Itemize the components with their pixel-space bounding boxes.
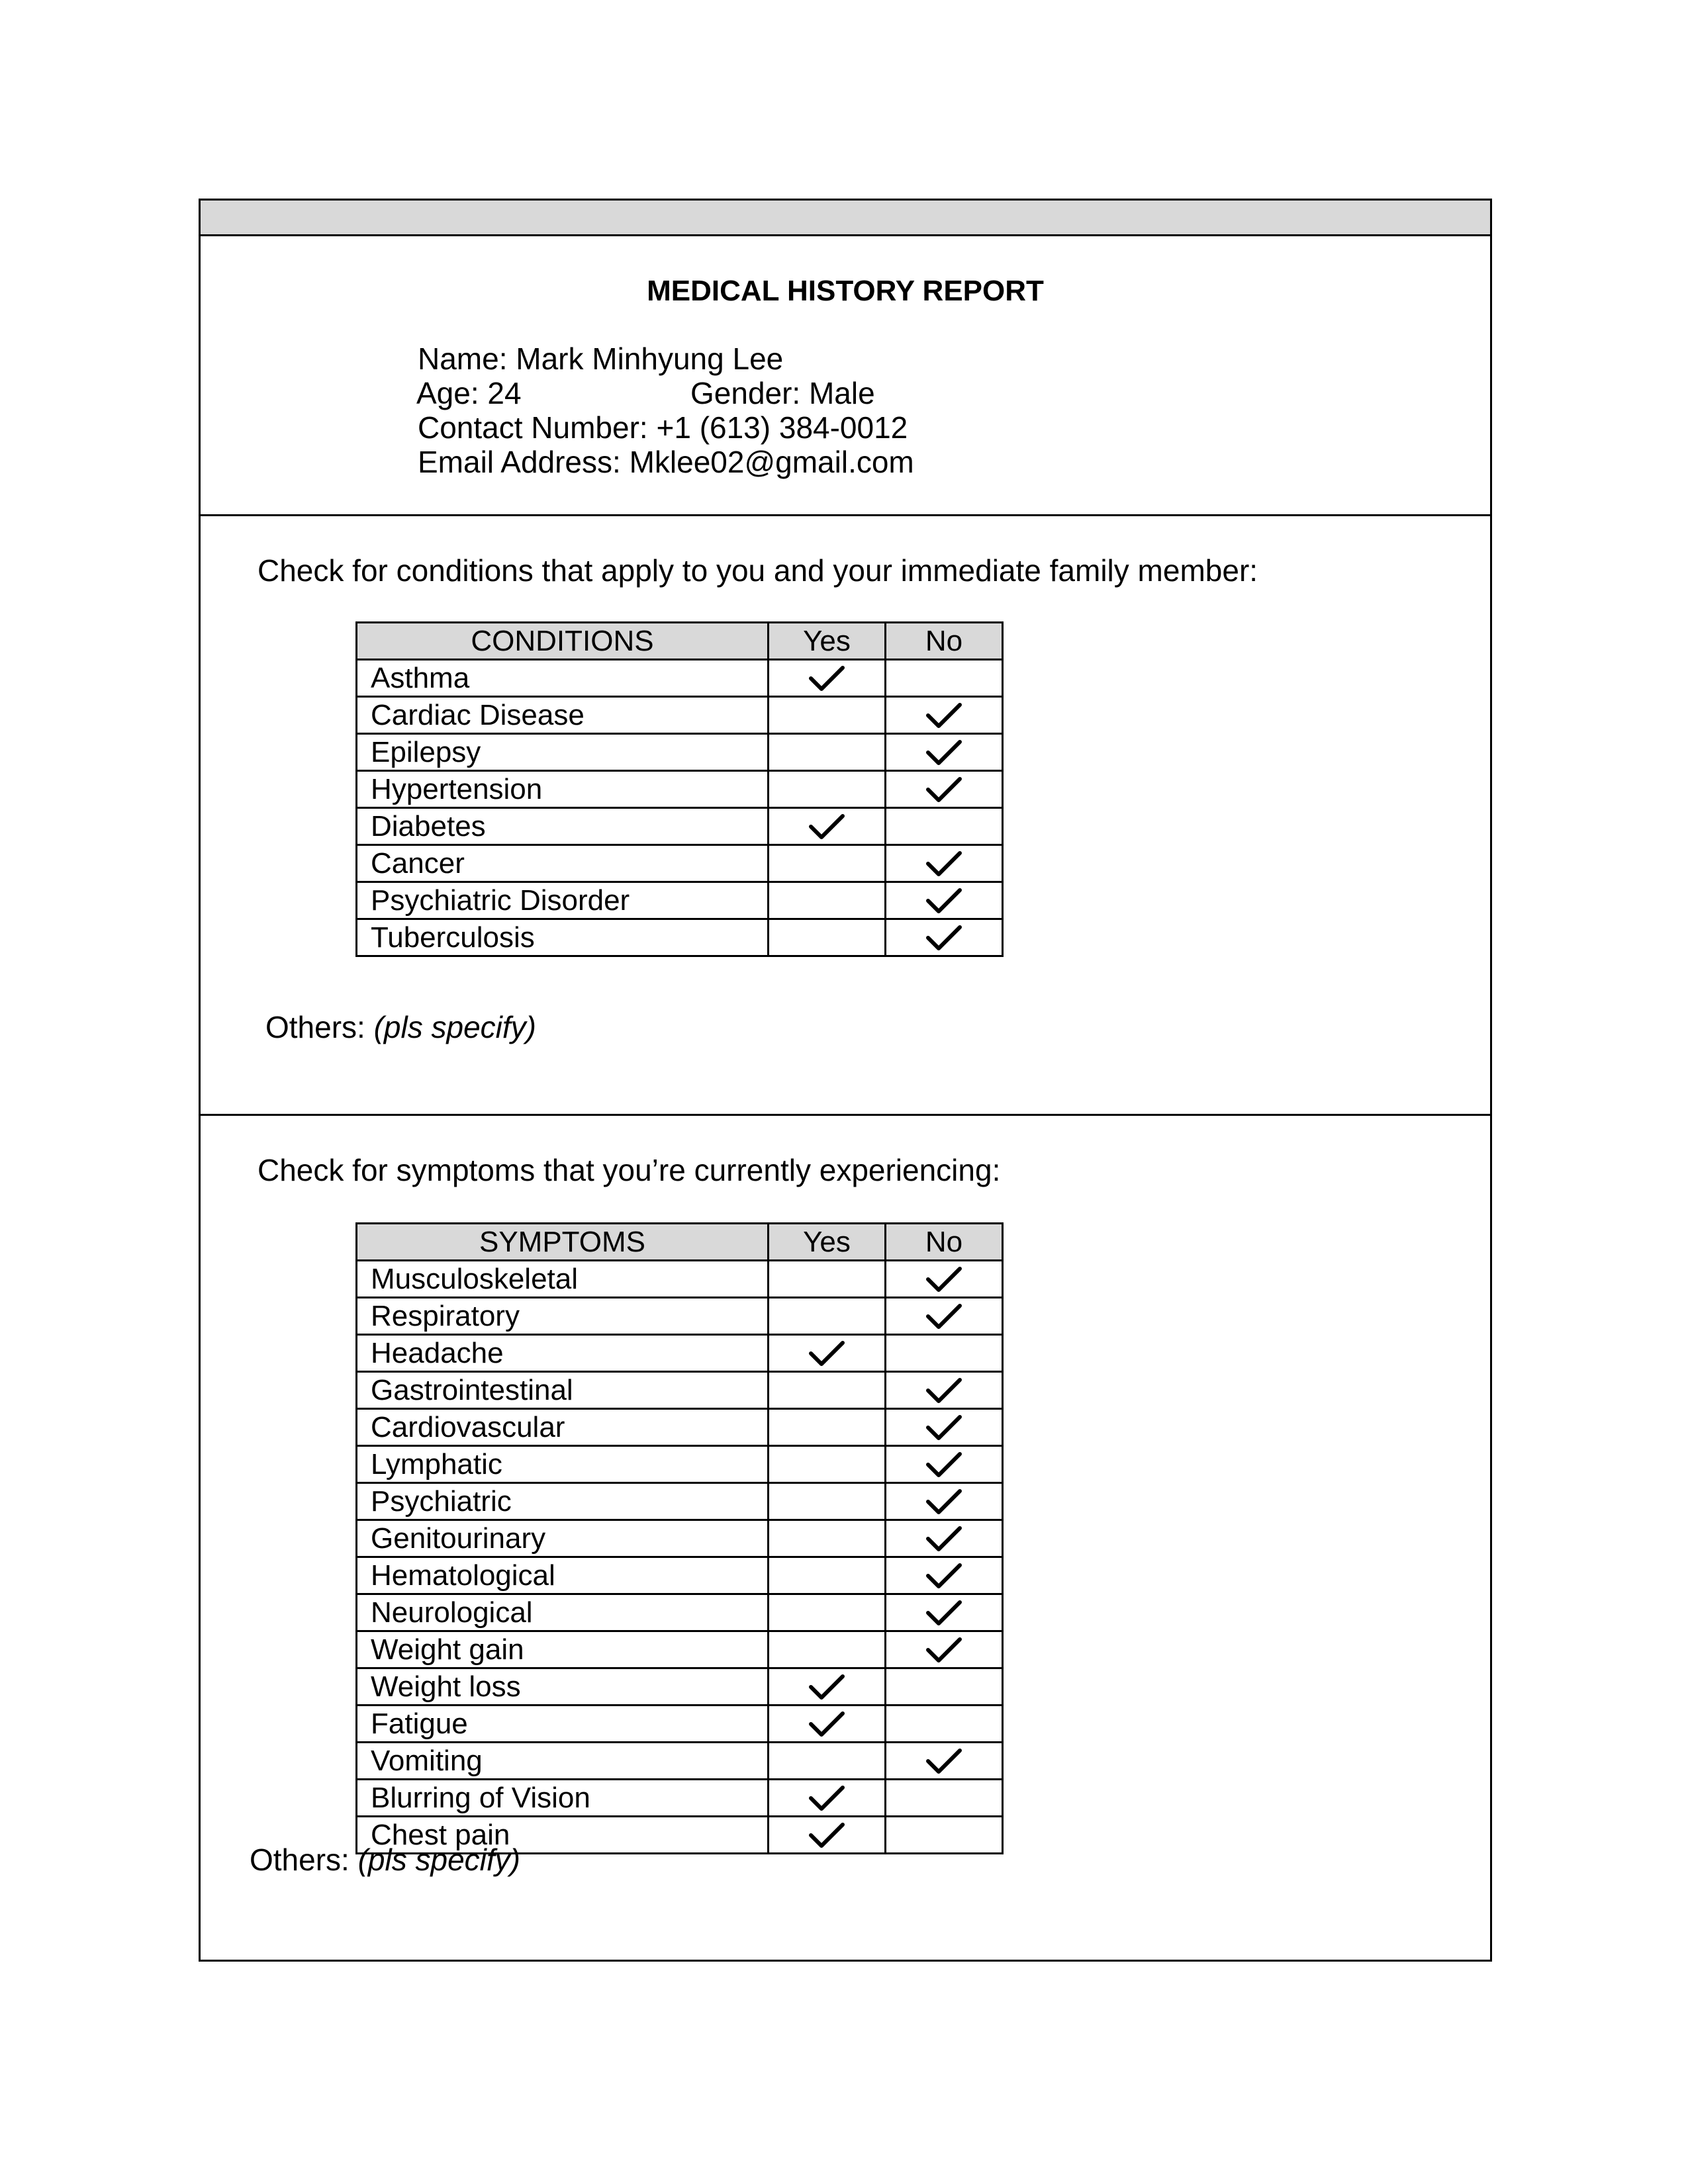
condition-label: Diabetes [357,808,769,845]
conditions-others [265,1009,536,1045]
no-cell[interactable] [886,1706,1003,1743]
yes-cell[interactable] [769,1780,886,1817]
yes-cell[interactable] [769,1520,886,1557]
table-row [357,808,1003,845]
no-cell[interactable] [886,1557,1003,1594]
no-cell[interactable] [886,697,1003,734]
column-header-yes: Yes [769,1224,886,1261]
no-cell[interactable] [886,1743,1003,1780]
no-cell[interactable] [886,845,1003,882]
yes-cell[interactable] [769,1557,886,1594]
checkmark-icon [886,1524,1002,1553]
symptom-label: Musculoskeletal [357,1261,769,1298]
table-row [357,919,1003,956]
condition-label: Asthma [357,660,769,697]
checkmark-icon [886,1376,1002,1405]
yes-cell[interactable] [769,808,886,845]
yes-cell[interactable] [769,697,886,734]
symptom-label: Respiratory [357,1298,769,1335]
checkmark-icon [769,1784,884,1813]
no-cell[interactable] [886,1298,1003,1335]
yes-cell[interactable] [769,1298,886,1335]
checkmark-icon [886,1561,1002,1590]
condition-label: Cancer [357,845,769,882]
table-row [357,1706,1003,1743]
section-divider [201,1114,1490,1116]
patient-age: Age: 24 [416,376,522,410]
yes-cell[interactable] [769,919,886,956]
yes-cell[interactable] [769,1817,886,1854]
yes-cell[interactable] [769,1335,886,1372]
header-bar [201,201,1490,236]
yes-cell[interactable] [769,845,886,882]
table-row [357,771,1003,808]
table-row [357,1631,1003,1668]
table-row [357,1409,1003,1446]
report-frame [199,199,1492,1962]
table-row [357,1335,1003,1372]
symptom-label: Lymphatic [357,1446,769,1483]
symptom-label: Psychiatric [357,1483,769,1520]
checkmark-icon [886,849,1002,878]
condition-label: Psychiatric Disorder [357,882,769,919]
checkmark-icon [886,1598,1002,1627]
symptoms-table [355,1222,1004,1854]
table-row [357,845,1003,882]
symptoms-others [250,1842,520,1878]
symptoms-others-label: Others: [250,1843,350,1877]
checkmark-icon [886,1450,1002,1479]
patient-name: Name: Mark Minhyung Lee [418,341,784,376]
checkmark-icon [886,1302,1002,1331]
symptom-label: Fatigue [357,1706,769,1743]
checkmark-icon [769,1672,884,1702]
symptom-label: Chest pain [357,1817,769,1854]
no-cell[interactable] [886,808,1003,845]
conditions-table [355,621,1004,957]
column-header-no: No [886,1224,1003,1261]
symptoms-others-hint: (pls specify) [357,1843,520,1877]
condition-label: Hypertension [357,771,769,808]
no-cell[interactable] [886,919,1003,956]
yes-cell[interactable] [769,1594,886,1631]
checkmark-icon [886,738,1002,767]
table-row [357,1298,1003,1335]
yes-cell[interactable] [769,1409,886,1446]
symptom-label: Weight gain [357,1631,769,1668]
table-row [357,660,1003,697]
table-row [357,1372,1003,1409]
no-cell[interactable] [886,1520,1003,1557]
column-header-conditions: CONDITIONS [357,623,769,660]
checkmark-icon [886,1747,1002,1776]
checkmark-icon [886,701,1002,730]
conditions-header-row [357,623,1003,660]
yes-cell[interactable] [769,1446,886,1483]
patient-contact: Contact Number: +1 (613) 384-0012 [418,410,908,445]
column-header-symptoms: SYMPTOMS [357,1224,769,1261]
no-cell[interactable] [886,882,1003,919]
symptom-label: Weight loss [357,1668,769,1706]
no-cell[interactable] [886,1780,1003,1817]
table-row [357,1557,1003,1594]
yes-cell[interactable] [769,882,886,919]
symptom-label: Genitourinary [357,1520,769,1557]
yes-cell[interactable] [769,1706,886,1743]
table-row [357,882,1003,919]
no-cell[interactable] [886,734,1003,771]
symptom-label: Headache [357,1335,769,1372]
no-cell[interactable] [886,1631,1003,1668]
checkmark-icon [769,812,884,841]
yes-cell[interactable] [769,1372,886,1409]
table-row [357,1743,1003,1780]
table-row [357,1520,1003,1557]
table-row [357,1446,1003,1483]
symptom-label: Cardiovascular [357,1409,769,1446]
no-cell[interactable] [886,771,1003,808]
section-divider [201,514,1490,516]
symptoms-header-row [357,1224,1003,1261]
symptom-label: Vomiting [357,1743,769,1780]
table-row [357,1594,1003,1631]
yes-cell[interactable] [769,734,886,771]
column-header-yes: Yes [769,623,886,660]
symptoms-instruction: Check for symptoms that you’re currently experiencing: [258,1153,1001,1187]
symptom-label: Neurological [357,1594,769,1631]
table-row [357,734,1003,771]
patient-email: Email Address: Mklee02@gmail.com [418,445,914,479]
symptom-label: Blurring of Vision [357,1780,769,1817]
checkmark-icon [886,1413,1002,1442]
checkmark-icon [886,1487,1002,1516]
no-cell[interactable] [886,1446,1003,1483]
patient-gender: Gender: Male [690,376,875,410]
no-cell[interactable] [886,1261,1003,1298]
checkmark-icon [886,1635,1002,1664]
yes-cell[interactable] [769,771,886,808]
checkmark-icon [769,1709,884,1739]
condition-label: Tuberculosis [357,919,769,956]
condition-label: Epilepsy [357,734,769,771]
table-row [357,1261,1003,1298]
checkmark-icon [769,1339,884,1368]
no-cell[interactable] [886,1594,1003,1631]
yes-cell[interactable] [769,1631,886,1668]
yes-cell[interactable] [769,1668,886,1706]
no-cell[interactable] [886,1335,1003,1372]
checkmark-icon [886,923,1002,952]
yes-cell[interactable] [769,1743,886,1780]
checkmark-icon [769,1821,884,1850]
yes-cell[interactable] [769,660,886,697]
no-cell[interactable] [886,1483,1003,1520]
conditions-others-hint: (pls specify) [373,1010,536,1044]
no-cell[interactable] [886,1817,1003,1854]
no-cell[interactable] [886,1372,1003,1409]
checkmark-icon [886,1265,1002,1294]
conditions-instruction: Check for conditions that apply to you and your immediate family member: [258,553,1258,588]
no-cell[interactable] [886,1668,1003,1706]
column-header-no: No [886,623,1003,660]
symptom-label: Gastrointestinal [357,1372,769,1409]
checkmark-icon [886,886,1002,915]
symptom-label: Hematological [357,1557,769,1594]
condition-label: Cardiac Disease [357,697,769,734]
checkmark-icon [886,775,1002,804]
table-row [357,1668,1003,1706]
no-cell[interactable] [886,1409,1003,1446]
conditions-others-label: Others: [265,1010,365,1044]
report-title: MEDICAL HISTORY REPORT [647,275,1044,307]
checkmark-icon [769,664,884,693]
table-row [357,1483,1003,1520]
table-row [357,697,1003,734]
yes-cell[interactable] [769,1261,886,1298]
table-row [357,1780,1003,1817]
yes-cell[interactable] [769,1483,886,1520]
no-cell[interactable] [886,660,1003,697]
